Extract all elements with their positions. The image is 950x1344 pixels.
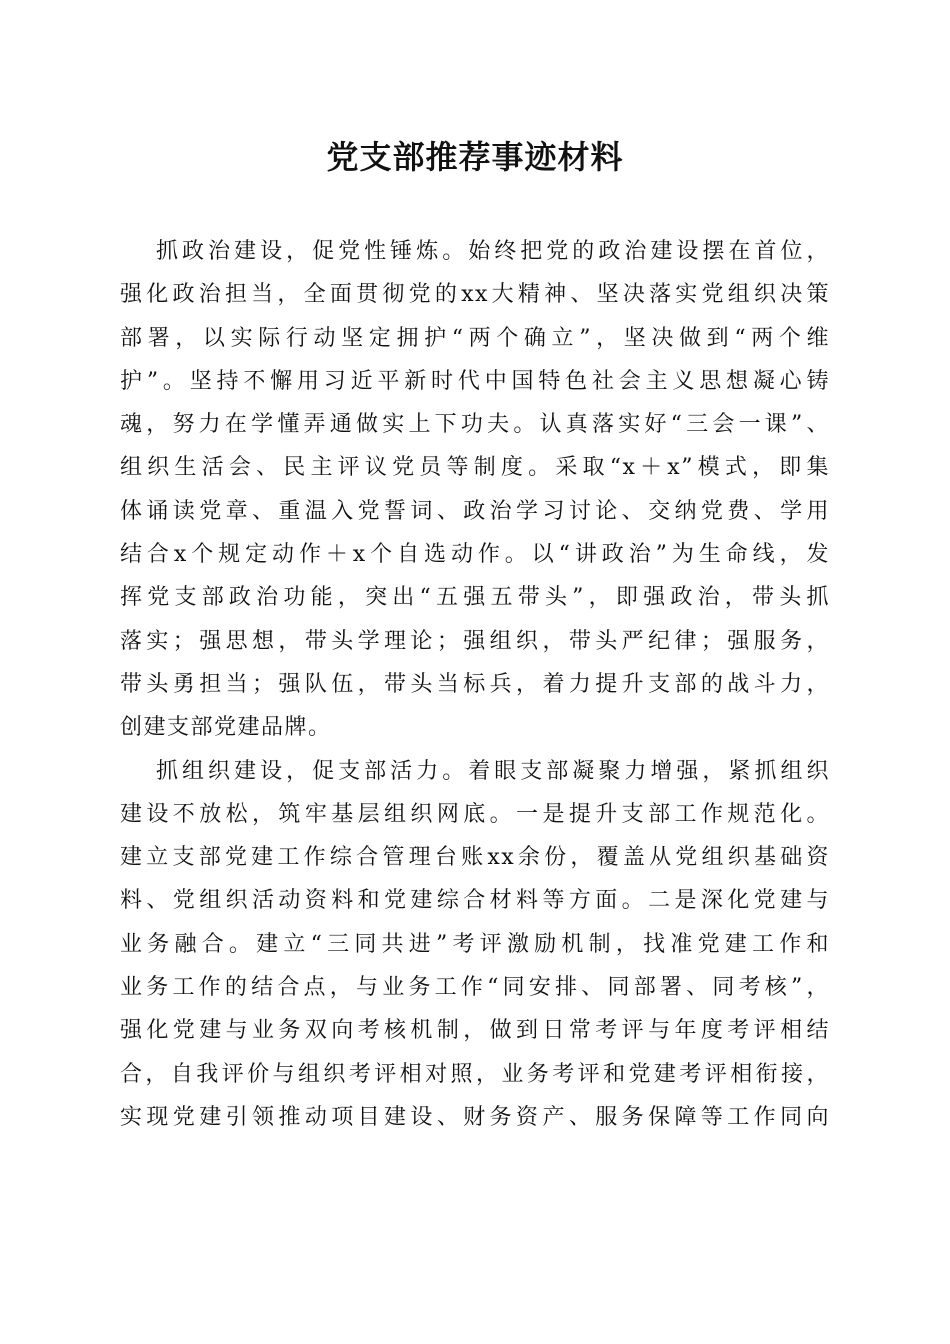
text-line: 魂，努力在学懂弄通做实上下功夫。认真落实好“三会一课”、: [120, 412, 830, 438]
document-body: [120, 230, 830, 1139]
text-line: 护”。坚持不懈用习近平新时代中国特色社会主义思想凝心铸: [120, 368, 830, 394]
text-line: 挥党支部政治功能，突出“五强五带头”，即强政治，带头抓: [120, 585, 830, 611]
text-line: 落实；强思想，带头学理论；强组织，带头严纪律；强服务，: [120, 628, 830, 654]
text-line: 业务融合。建立“三同共进”考评激励机制，找准党建工作和: [120, 931, 830, 957]
text-line: 强化党建与业务双向考核机制，做到日常考评与年度考评相结: [120, 1018, 830, 1044]
text-line: 实现党建引领推动项目建设、财务资产、服务保障等工作同向: [120, 1104, 830, 1130]
text-line: 结合x个规定动作＋x个自选动作。以“讲政治”为生命线，发: [120, 542, 830, 568]
text-line: 建设不放松，筑牢基层组织网底。一是提升支部工作规范化。: [120, 801, 830, 827]
text-line: 料、党组织活动资料和党建综合材料等方面。二是深化党建与: [120, 888, 830, 914]
text-line: 建立支部党建工作综合管理台账xx余份，覆盖从党组织基础资: [120, 845, 830, 871]
document-title: 党支部推荐事迹材料: [326, 138, 624, 176]
text-line: 体诵读党章、重温入党誓词、政治学习讨论、交纳党费、学用: [120, 498, 830, 524]
text-line: 组织生活会、民主评议党员等制度。采取“x＋x”模式，即集: [120, 455, 830, 481]
text-line: 抓组织建设，促支部活力。着眼支部凝聚力增强，紧抓组织: [156, 758, 830, 784]
paragraph-political-building: [120, 230, 830, 750]
text-line: 部署，以实际行动坚定拥护“两个确立”，坚决做到“两个维: [120, 325, 830, 351]
text-line: 创建支部党建品牌。: [120, 715, 332, 741]
text-line: 业务工作的结合点，与业务工作“同安排、同部署、同考核”，: [120, 975, 830, 1001]
text-line: 强化政治担当，全面贯彻党的xx大精神、坚决落实党组织决策: [120, 282, 830, 308]
text-line: 合，自我评价与组织考评相对照，业务考评和党建考评相衔接，: [120, 1061, 830, 1087]
paragraph-organization-building: [120, 750, 830, 1140]
text-line: 抓政治建设，促党性锤炼。始终把党的政治建设摆在首位，: [156, 239, 830, 264]
text-line: 带头勇担当；强队伍，带头当标兵，着力提升支部的战斗力，: [120, 671, 830, 697]
